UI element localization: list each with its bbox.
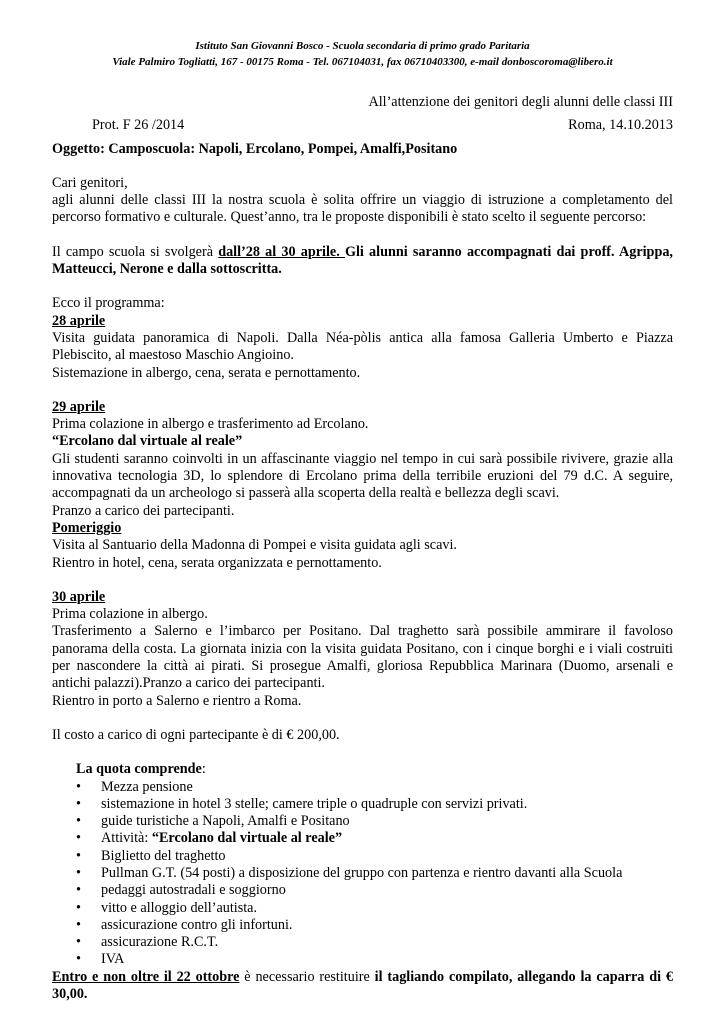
- header-line-2: Viale Palmiro Togliatti, 167 - 00175 Roma - Tel. 067104031, fax 06710403300, e-mail donboscoroma@libero.it: [112, 56, 613, 68]
- day2-text-5: Visita al Santuario della Madonna di Pompei e visita guidata agli scavi.: [52, 537, 457, 554]
- bullet-icon: •: [76, 934, 81, 951]
- camp-prefix: Il campo scuola si svolgerà: [52, 243, 219, 260]
- quota-list: [52, 779, 673, 969]
- day3-text-3: Rientro in porto a Salerno e rientro a Roma.: [52, 692, 302, 709]
- recipient-line: All’attenzione dei genitori degli alunni delle classi III: [368, 94, 673, 110]
- camp-paragraph: [52, 244, 673, 279]
- list-item: • Biglietto del traghetto: [76, 847, 226, 864]
- intro-paragraph: agli alunni delle classi III la nostra scuola è solita offrire un viaggio di istruzione a completamento del percorso formativo e culturale. Quest’anno, tra le proposte disponibili è stato scelto il seguente percorso:: [52, 192, 673, 226]
- day2-afternoon-title: Pomeriggio: [52, 519, 122, 536]
- quota-heading: [52, 761, 673, 778]
- bullet-icon: •: [76, 813, 81, 830]
- deadline-middle: è necessario restituire: [239, 968, 375, 985]
- day2-text-1: Prima colazione in albergo e trasferimento ad Ercolano.: [52, 416, 369, 433]
- bullet-icon: •: [76, 847, 81, 864]
- day3-text-2: Trasferimento a Salerno e l’imbarco per Positano. Dal traghetto sarà possibile ammirare il favoloso panorama della costa. La giornata inizia con la visita guidata Positano, con i cinque borghi e i viali costruiti per nascondere la città ai pirati. Si prosegue Amalfi, gloriosa Repubblica Marinara (Duomo, arsenali e antichi palazzi).Pranzo a carico dei partecipanti.: [52, 623, 673, 692]
- place-date: Roma, 14.10.2013: [568, 117, 673, 134]
- cost-line: Il costo a carico di ogni partecipante è di € 200,00.: [52, 726, 340, 743]
- deadline-date: Entro e non oltre il 22 ottobre: [52, 968, 240, 985]
- day1-title: 28 aprile: [52, 312, 106, 329]
- list-item: • pedaggi autostradali e soggiorno: [76, 882, 286, 899]
- deadline-bold: il tagliando compilato, allegando la caparra di € 30,00.: [52, 968, 673, 1003]
- protocol-number: Prot. F 26 /2014: [92, 117, 185, 134]
- day2-text-3: Gli studenti saranno coinvolti in un affascinante viaggio nel tempo in cui sarà possibile rivivere, grazie alla innovativa tecnologia 3D, lo splendore di Ercolano prima della terribile eruzioni del 79 d.C. A seguire, accompagnati da un archeologo si passerà alla scoperta della realtà e bellezza degli scavi.: [52, 450, 673, 502]
- bullet-icon: •: [76, 899, 81, 916]
- day3-title: 30 aprile: [52, 588, 106, 605]
- bullet-icon: •: [76, 951, 81, 968]
- list-item: • sistemazione in hotel 3 stelle; camere triple o quadruple con servizi privati.: [76, 795, 528, 812]
- list-item: • Mezza pensione: [76, 778, 193, 795]
- subject-line: Oggetto: Camposcuola: Napoli, Ercolano, Pompei, Amalfi,Positano: [52, 140, 458, 157]
- protocol-row: [52, 117, 673, 134]
- camp-dates: dall’28 al 30 aprile.: [218, 243, 345, 260]
- camp-companions: Gli alunni saranno accompagnati dai proff. Agrippa, Matteucci, Nerone e dalla sottoscritta.: [52, 243, 673, 278]
- day2-title: 29 aprile: [52, 398, 106, 415]
- bullet-icon: •: [76, 916, 81, 933]
- list-item: • IVA: [76, 951, 125, 968]
- deadline-paragraph: [52, 969, 673, 1004]
- list-item: • assicurazione contro gli infortuni.: [76, 916, 293, 933]
- day1-text-1: Visita guidata panoramica di Napoli. Dalla Néa-pòlis antica alla famosa Galleria Umberto e Piazza Plebiscito, al maestoso Maschio Angioino.: [52, 329, 673, 364]
- greeting: Cari genitori,: [52, 174, 128, 191]
- list-item: • Pullman G.T. (54 posti) a disposizione del gruppo con partenza e rientro davanti alla Scuola: [76, 864, 623, 881]
- day2-activity-title: “Ercolano dal virtuale al reale”: [52, 433, 243, 450]
- letter-page: [52, 38, 673, 1003]
- bullet-icon: •: [76, 864, 81, 881]
- day2-text-4: Pranzo a carico dei partecipanti.: [52, 502, 235, 519]
- list-item-activity: • Attività: “Ercolano dal virtuale al reale”: [76, 830, 343, 847]
- list-item: • guide turistiche a Napoli, Amalfi e Positano: [76, 813, 350, 830]
- bullet-icon: •: [76, 795, 81, 812]
- day1-text-2: Sistemazione in albergo, cena, serata e pernottamento.: [52, 364, 361, 381]
- list-item: • assicurazione R.C.T.: [76, 934, 219, 951]
- program-intro: Ecco il programma:: [52, 295, 165, 312]
- day2-text-6: Rientro in hotel, cena, serata organizzata e pernottamento.: [52, 554, 382, 571]
- bullet-icon: •: [76, 882, 81, 899]
- school-header: [52, 38, 673, 70]
- quota-colon: :: [201, 761, 206, 778]
- bullet-icon: •: [76, 778, 81, 795]
- list-item: • vitto e alloggio dell’autista.: [76, 899, 258, 916]
- quota-title: La quota comprende: [76, 761, 202, 778]
- bullet-icon: •: [76, 830, 81, 847]
- header-line-1: Istituto San Giovanni Bosco - Scuola secondaria di primo grado Paritaria: [195, 40, 530, 52]
- day3-text-1: Prima colazione in albergo.: [52, 606, 208, 623]
